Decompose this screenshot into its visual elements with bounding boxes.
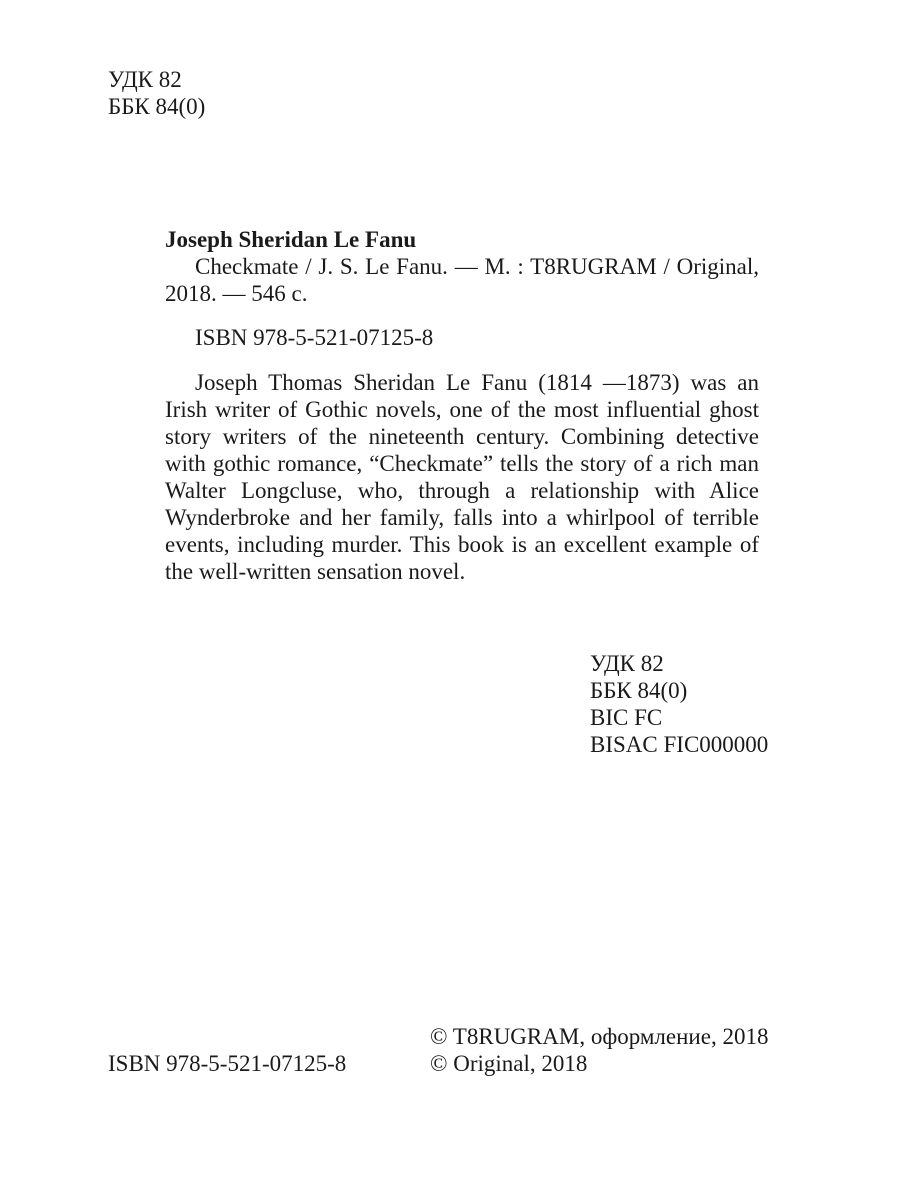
bisac-code: BISAC FIC000000 [590,732,769,757]
bic-code: BIC FC [590,705,663,730]
isbn-bottom-text: ISBN 978-5-521-07125-8 [108,1051,347,1076]
bibliographic-description: Checkmate / J. S. Le Fanu. — M. : T8RUGRAM / Original, 2018. — 546 c. [165,254,759,306]
copyright-notices [430,1023,768,1077]
bbk-code: ББК 84(0) [108,94,206,119]
isbn-main: ISBN 978-5-521-07125-8 [195,325,434,350]
bbk-code-right: ББК 84(0) [590,678,688,703]
author-heading: Joseph Sheridan Le Fanu [165,227,417,252]
catalog-record [165,226,759,585]
classification-top [108,66,205,120]
copyright-line-2: © Original, 2018 [430,1051,588,1076]
isbn-bottom [108,1050,346,1077]
book-abstract: Joseph Thomas Sheridan Le Fanu (1814 —1873) was an Irish writer of Gothic novels, one of the most influential ghost story writers of the nineteenth century. Combining detective with gothic romance, “Checkmate” tells the story of a rich man Walter Longcluse, who, through a relationship with Alice Wynderbroke and her family, falls into a whirlpool of terrible events, including murder. This book is an excellent example of the well-written sensation novel. [165,370,759,584]
udk-code-right: УДК 82 [590,651,664,676]
classification-right [590,650,768,758]
udk-code: УДК 82 [108,67,182,92]
copyright-line-1: © T8RUGRAM, оформление, 2018 [430,1024,769,1049]
